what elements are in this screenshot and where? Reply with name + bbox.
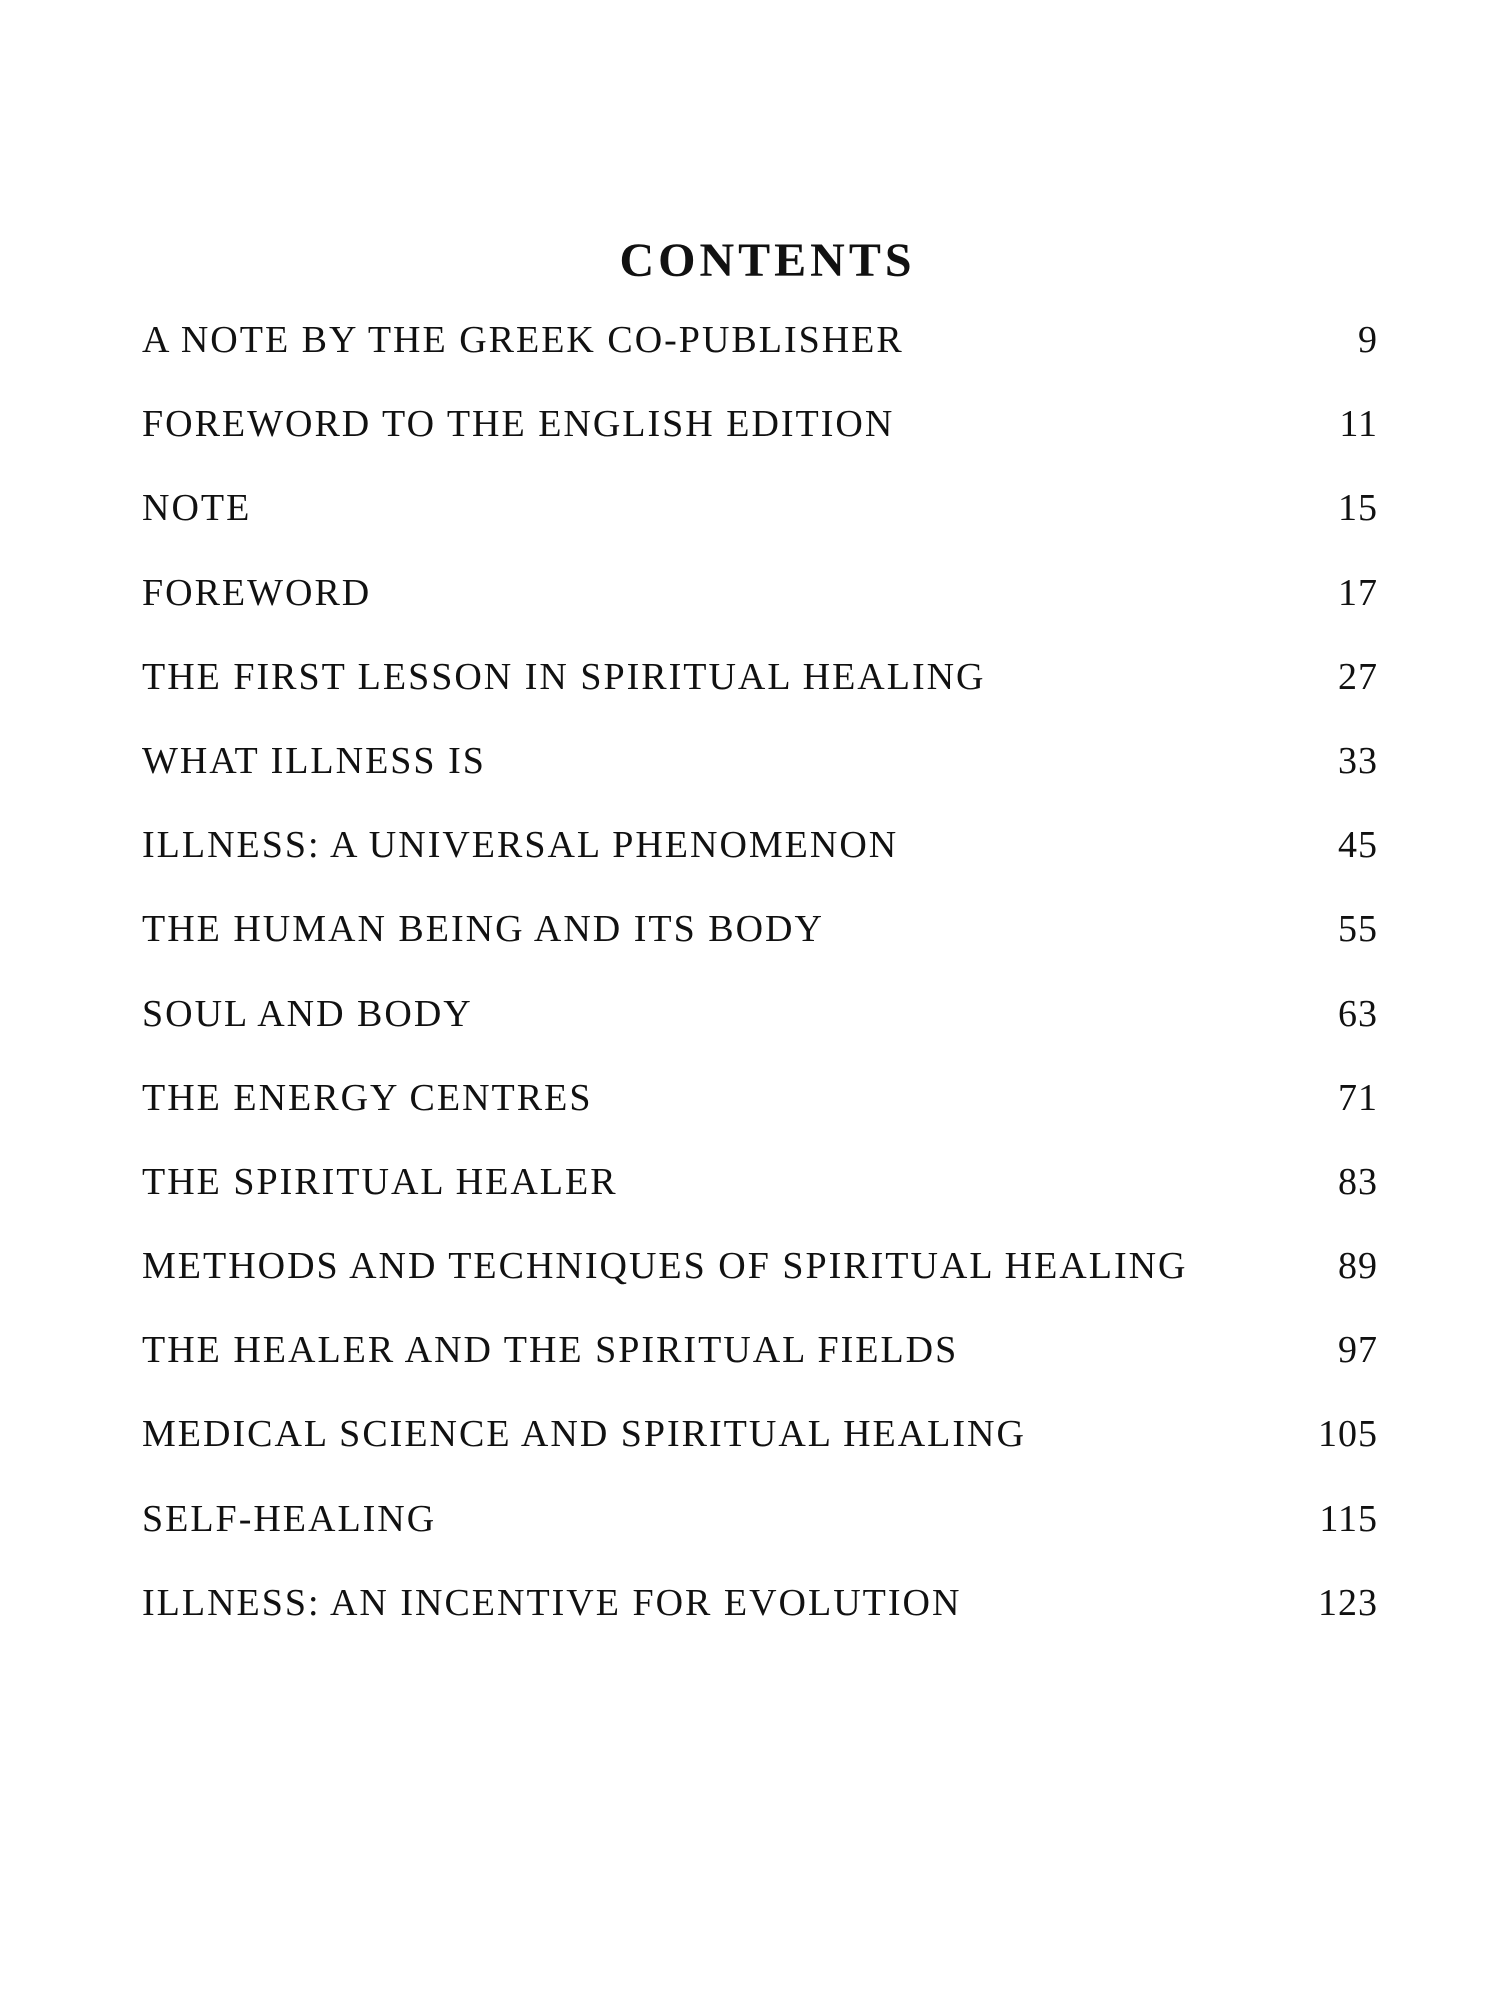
toc-entry-page: 27 xyxy=(1338,655,1378,698)
toc-entry-title: THE ENERGY CENTRES xyxy=(142,1076,593,1119)
toc-entry-title: A NOTE BY THE GREEK CO-PUBLISHER xyxy=(142,319,904,361)
toc-entry-page: 115 xyxy=(1319,1497,1378,1540)
toc-entry xyxy=(142,907,1378,991)
page-title: CONTENTS xyxy=(619,234,916,287)
toc-entry xyxy=(142,739,1378,823)
toc-entry-page: 83 xyxy=(1338,1160,1378,1203)
toc-entry-title: METHODS AND TECHNIQUES OF SPIRITUAL HEALING xyxy=(142,1245,1188,1288)
toc-entry-page: 97 xyxy=(1338,1329,1378,1372)
toc-entry xyxy=(142,318,1378,402)
toc-entry xyxy=(142,823,1378,907)
toc-entry-page: 105 xyxy=(1318,1413,1378,1456)
toc-entry xyxy=(142,1412,1378,1496)
toc-entry-title: ILLNESS: A UNIVERSAL PHENOMENON xyxy=(142,824,899,867)
toc-entry-title: FOREWORD xyxy=(142,571,372,614)
toc-entry-page: 71 xyxy=(1338,1076,1378,1119)
toc-entry-title: THE HUMAN BEING AND ITS BODY xyxy=(142,908,824,951)
toc-entry-page: 123 xyxy=(1318,1581,1378,1624)
toc-entry xyxy=(142,655,1378,739)
toc-entry xyxy=(142,992,1378,1076)
toc-entry-title: THE HEALER AND THE SPIRITUAL FIELDS xyxy=(142,1329,959,1372)
toc-entry xyxy=(142,1244,1378,1328)
toc-entry-page: 15 xyxy=(1338,487,1378,530)
toc-entry-title: THE SPIRITUAL HEALER xyxy=(142,1160,618,1203)
toc-entry xyxy=(142,1076,1378,1160)
toc-entry-title: SELF-HEALING xyxy=(142,1497,437,1540)
toc-entry-title: MEDICAL SCIENCE AND SPIRITUAL HEALING xyxy=(142,1413,1026,1456)
toc-entry xyxy=(142,1581,1378,1665)
toc-entry-page: 63 xyxy=(1338,992,1378,1035)
toc-entry xyxy=(142,571,1378,655)
toc-entry-title: WHAT ILLNESS IS xyxy=(142,739,486,782)
toc-entry-page: 9 xyxy=(1358,319,1378,361)
toc-entry xyxy=(142,1497,1378,1581)
toc-entry-title: ILLNESS: AN INCENTIVE FOR EVOLUTION xyxy=(142,1581,962,1624)
toc-entry xyxy=(142,1328,1378,1412)
toc-entry-page: 11 xyxy=(1339,403,1378,446)
table-of-contents xyxy=(142,318,1378,1665)
toc-entry-title: NOTE xyxy=(142,487,252,530)
toc-entry-page: 33 xyxy=(1338,739,1378,782)
toc-entry xyxy=(142,402,1378,486)
toc-entry-title: THE FIRST LESSON IN SPIRITUAL HEALING xyxy=(142,655,986,698)
toc-entry xyxy=(142,1160,1378,1244)
toc-entry-page: 45 xyxy=(1338,824,1378,867)
toc-entry-title: FOREWORD TO THE ENGLISH EDITION xyxy=(142,403,895,446)
toc-entry xyxy=(142,486,1378,570)
toc-entry-page: 89 xyxy=(1338,1245,1378,1288)
toc-entry-title: SOUL AND BODY xyxy=(142,992,473,1035)
toc-entry-page: 55 xyxy=(1338,908,1378,951)
toc-entry-page: 17 xyxy=(1338,571,1378,614)
